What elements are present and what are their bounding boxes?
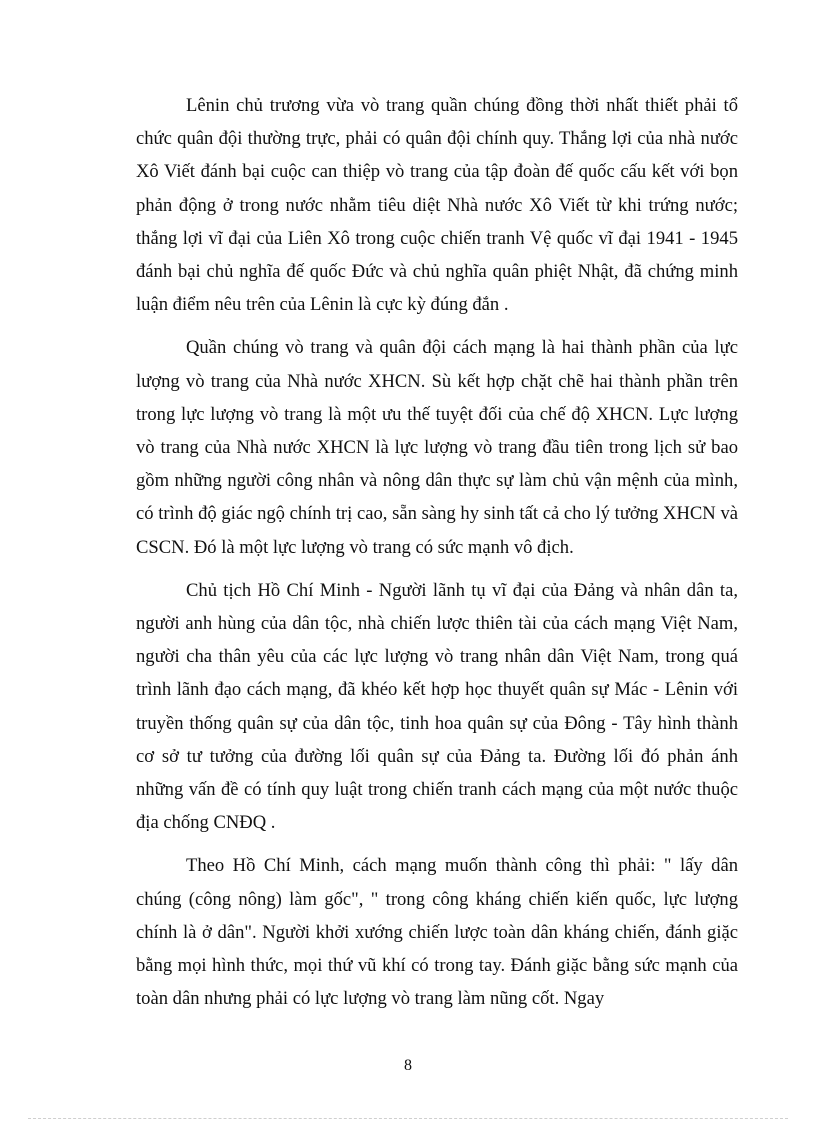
- paragraph-people-based-revolution: Theo Hồ Chí Minh, cách mạng muốn thành công thì phải: " lấy dân chúng (công nông) làm gốc", " trong công kháng chiến kiến quốc, lực lượng chính là ở dân". Người khởi xướng chiến lược toàn dân kháng chiến, đánh giặc bằng mọi hình thức, mọi thứ vũ khí có trong tay. Đánh giặc bằng sức mạnh của toàn dân nhưng phải có lực lượng vò trang làm nũng cốt. Ngay: [136, 855, 738, 1010]
- document-body: [136, 89, 738, 1025]
- paragraph-lenin-army: Lênin chủ trương vừa vò trang quần chúng đồng thời nhất thiết phải tổ chức quân đội thường trực, phải có quân đội chính quy. Thắng lợi của nhà nước Xô Viết đánh bại cuộc can thiệp vò trang của tập đoàn đế quốc cấu kết với bọn phản động ở trong nước nhằm tiêu diệt Nhà nước Xô Viết từ khi trứng nước; thắng lợi vĩ đại của Liên Xô trong cuộc chiến tranh Vệ quốc vĩ đại 1941 - 1945 đánh bại chủ nghĩa đế quốc Đức và chủ nghĩa quân phiệt Nhật, đã chứng minh luận điểm nêu trên của Lênin là cực kỳ đúng đắn .: [136, 95, 738, 316]
- page-number: 8: [404, 1057, 412, 1074]
- page-edge-divider: [28, 1118, 788, 1119]
- paragraph-armed-forces: Quần chúng vò trang và quân đội cách mạng là hai thành phần của lực lượng vò trang của Nhà nước XHCN. Sù kết hợp chặt chẽ hai thành phần trên trong lực lượng vò trang là một ưu thế tuyệt đối của chế độ XHCN. Lực lượng vò trang của Nhà nước XHCN là lực lượng vò trang đầu tiên trong lịch sử bao gồm những người công nhân và nông dân thực sự làm chủ vận mệnh của mình, có trình độ giác ngộ chính trị cao, sẵn sàng hy sinh tất cả cho lý tưởng XHCN và CSCN. Đó là một lực lượng vò trang có sức mạnh vô địch.: [136, 337, 738, 558]
- paragraph-ho-chi-minh: Chủ tịch Hồ Chí Minh - Người lãnh tụ vĩ đại của Đảng và nhân dân ta, người anh hùng của dân tộc, nhà chiến lược thiên tài của cách mạng Việt Nam, người cha thân yêu của các lực lượng vò trang nhân dân Việt Nam, trong quá trình lãnh đạo cách mạng, đã khéo kết hợp học thuyết quân sự Mác - Lênin với truyền thống quân sự của dân tộc, tinh hoa quân sự của Đông - Tây hình thành cơ sở tư tưởng của đường lối quân sự của Đảng ta. Đường lối đó phản ánh những vấn đề có tính quy luật trong chiến tranh cách mạng của một nước thuộc địa chống CNĐQ .: [136, 579, 738, 834]
